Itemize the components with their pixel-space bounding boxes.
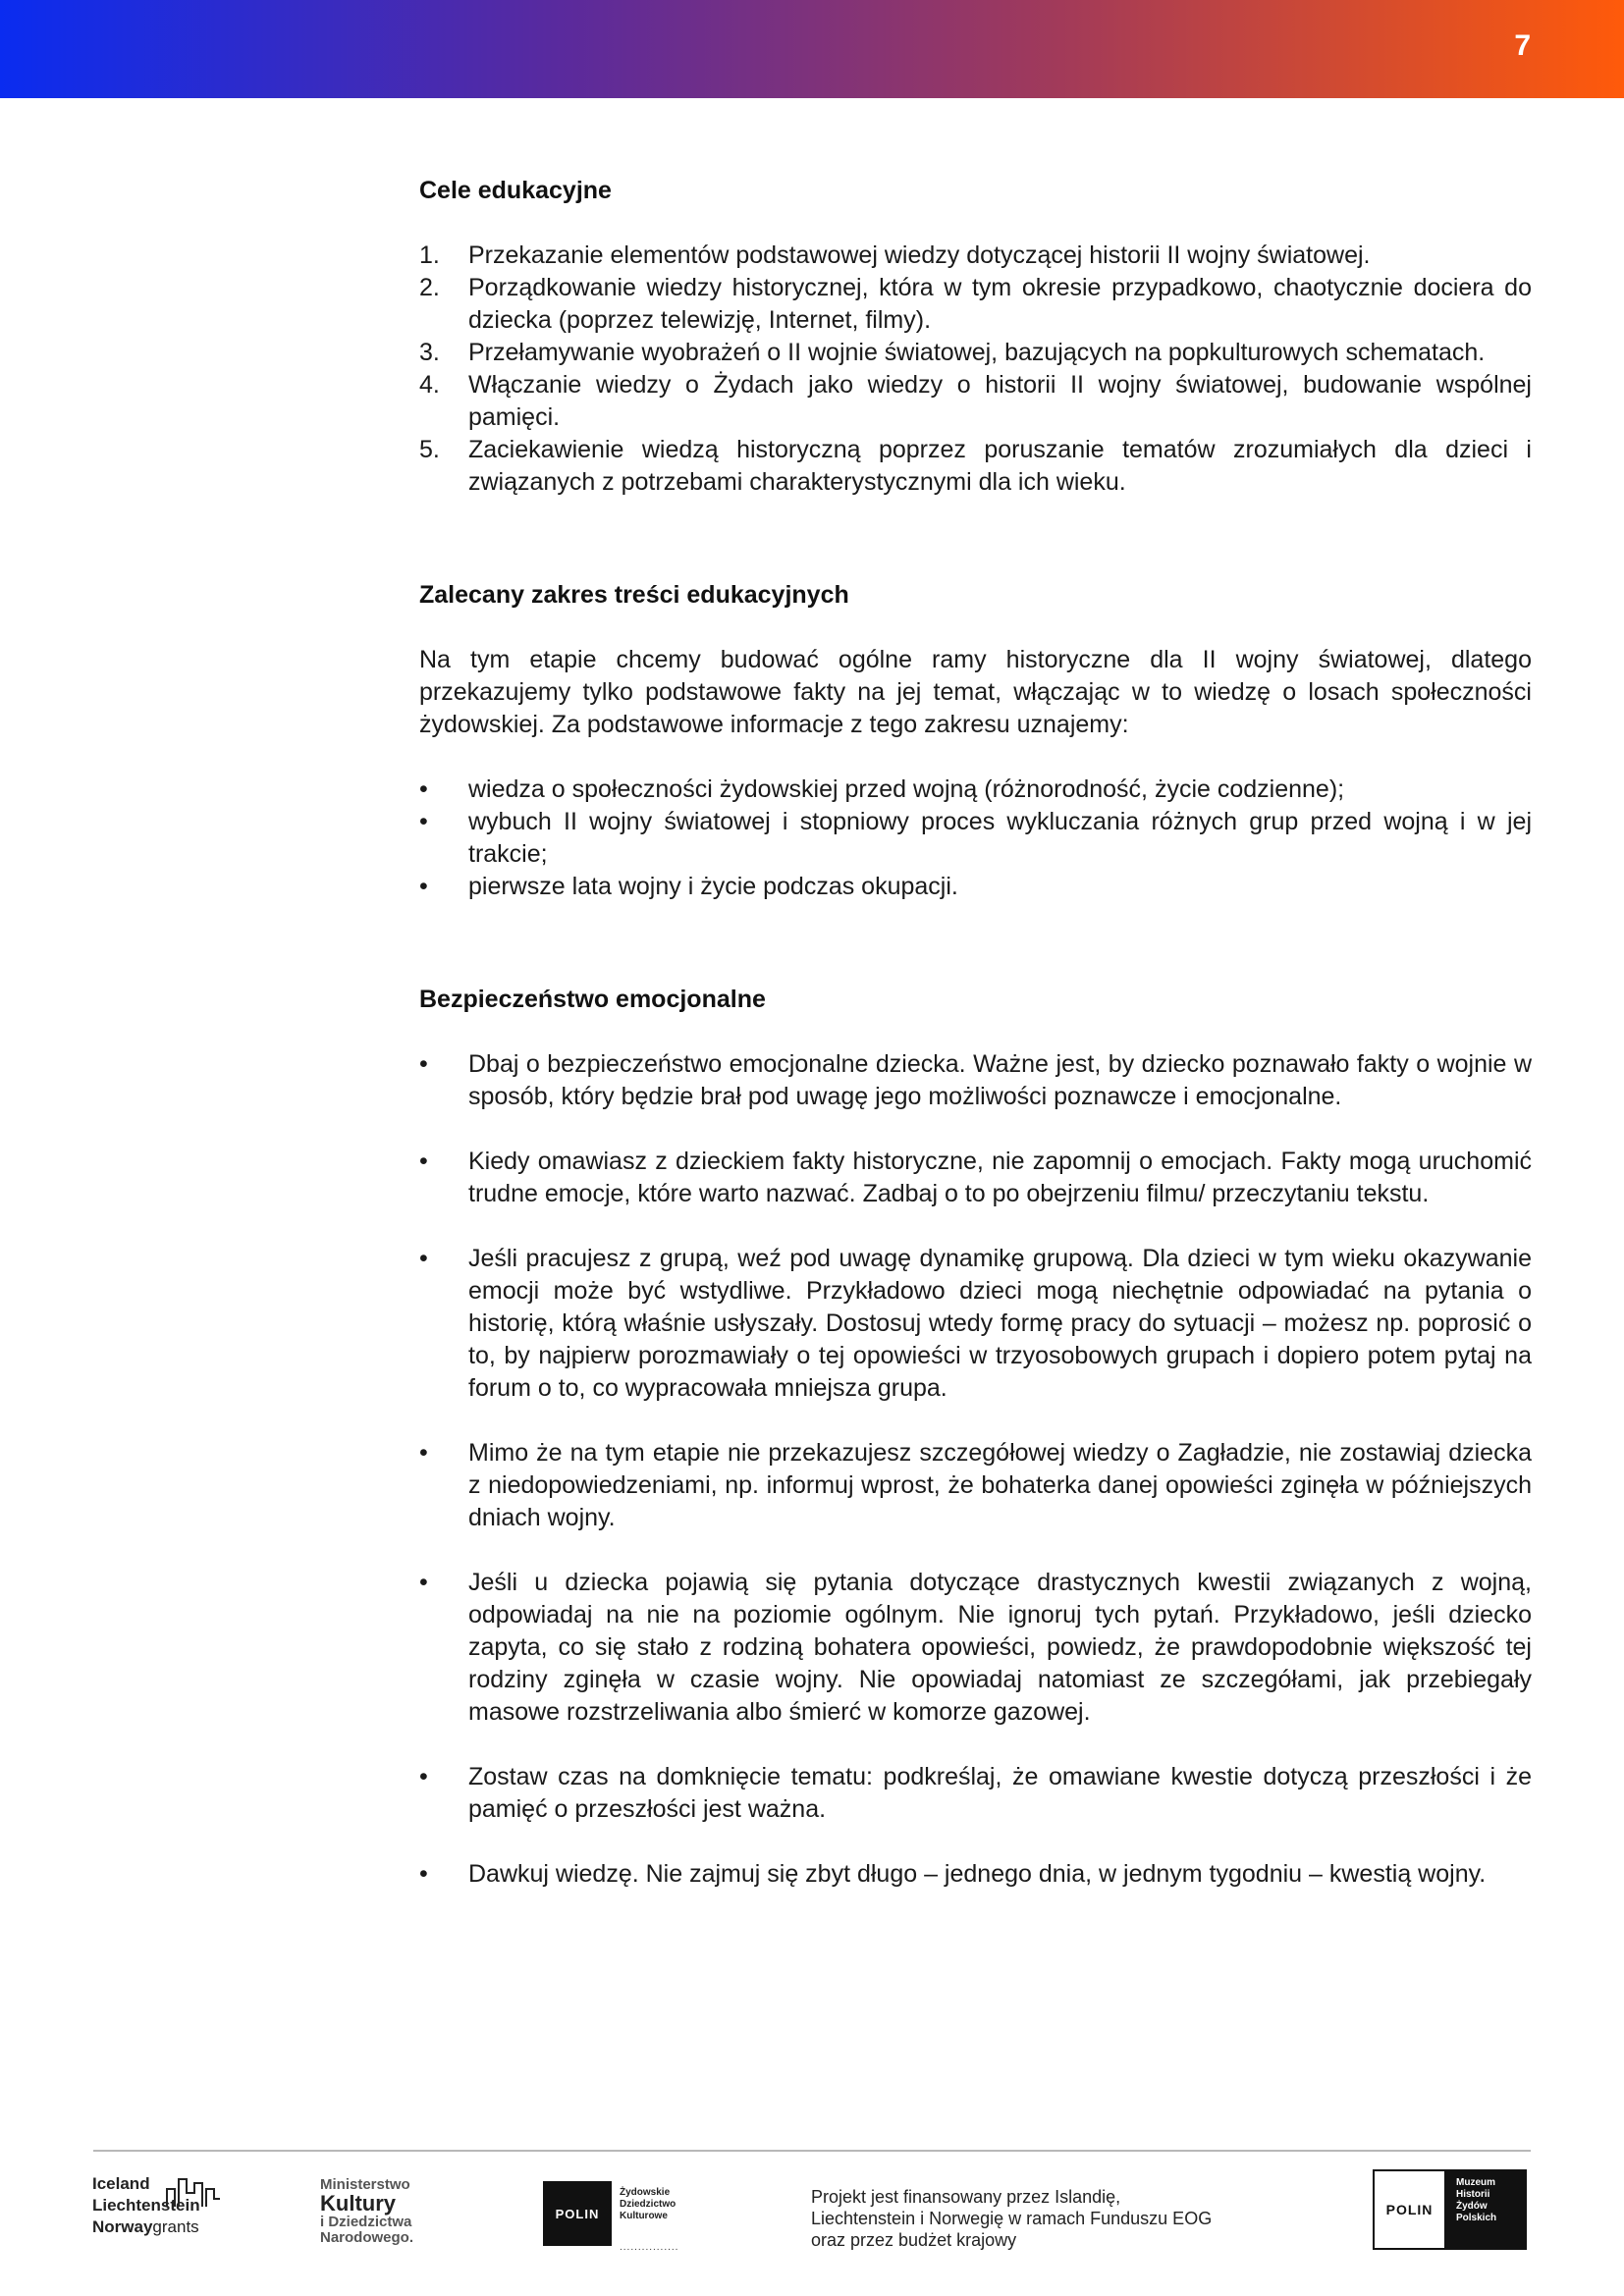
polin-museum-logo: POLIN Muzeum Historii Żydów Polskich <box>1373 2169 1530 2250</box>
list-number: 4. <box>419 371 440 399</box>
bullet-icon: • <box>419 1763 428 1790</box>
list-text: Przełamywanie wyobrażeń o II wojnie światowej, bazujących na popkulturowych schematach. <box>468 339 1486 366</box>
section-heading-goals: Cele edukacyjne <box>419 177 612 204</box>
footer: Iceland Liechtenstein Norwaygrants Ministerstwo Kultury i Dziedzictwa Narodowego. POLIN Żydowskie Dziedzictwo Kulturowe ................ Projekt jest finansowany przez Islandię, Liechtenstein i Norwegię w ramach Funduszu EOG oraz przez budżet krajowy POLIN Muzeum Historii Żydów Polskich <box>0 2160 1624 2296</box>
ministry-culture-logo: Ministerstwo Kultury i Dziedzictwa Narodowego. <box>320 2176 414 2246</box>
list-text: Kiedy omawiasz z dzieckiem fakty historyczne, nie zapomnij o emocjach. Fakty mogą uruchomić trudne emocje, które warto nazwać. Zadbaj o to po obejrzeniu filmu/ przeczytaniu tekstu. <box>468 1148 1532 1207</box>
list-item <box>419 1146 1532 1210</box>
logo-text-liechtenstein: Liechtenstein <box>92 2196 200 2215</box>
list-number: 5. <box>419 436 440 463</box>
list-text: wybuch II wojny światowej i stopniowy proces wykluczania różnych grup przed wojną i w jej trakcie; <box>468 808 1532 868</box>
polin-mark-icon: POLIN <box>543 2181 612 2246</box>
bullet-icon: • <box>419 1050 428 1078</box>
list-item <box>419 1243 1532 1405</box>
funding-statement: Projekt jest finansowany przez Islandię, Liechtenstein i Norwegię w ramach Funduszu EOG oraz przez budżet krajowy <box>811 2187 1213 2250</box>
bullet-icon: • <box>419 1439 428 1467</box>
list-text: wiedza o społeczności żydowskiej przed wojną (różnorodność, życie codzienne); <box>468 775 1345 803</box>
logo-text-iceland: Iceland <box>92 2174 150 2193</box>
list-text: Porządkowanie wiedzy historycznej, która w tym okresie przypadkowo, chaotycznie dociera do dziecka (poprzez telewizję, Internet, filmy). <box>468 274 1532 334</box>
list-text: Dbaj o bezpieczeństwo emocjonalne dziecka. Ważne jest, by dziecko poznawało fakty o wojnie w sposób, który będzie brał pod uwagę jego możliwości poznawcze i emocjonalne. <box>468 1050 1532 1110</box>
list-number: 1. <box>419 241 440 269</box>
bullet-icon: • <box>419 873 428 900</box>
list-item <box>419 871 1532 903</box>
bullet-icon: • <box>419 1148 428 1175</box>
scope-bullet-list <box>419 774 1532 903</box>
list-item <box>419 1437 1532 1534</box>
list-item <box>419 434 1532 499</box>
bullet-icon: • <box>419 1569 428 1596</box>
list-text: Jeśli u dziecka pojawią się pytania dotyczące drastycznych kwestii związanych z wojną, odpowiadaj na nie na poziomie ogólnym. Nie ignoruj tych pytań. Przykładowo, jeśli dziecko zapyta, co się stało z rodziną bohatera opowieści, powiedz, że prawdopodobnie większość tej rodziny zginęła w czasie wojny. Nie opowiadaj natomiast ze szczegółami, jak przebiegały masowe rozstrzeliwania albo śmierć w komorze gazowej. <box>468 1569 1532 1726</box>
bullet-icon: • <box>419 1860 428 1888</box>
eea-grants-icon <box>165 2175 222 2209</box>
eea-norway-grants-logo <box>92 2173 249 2252</box>
bullet-icon: • <box>419 775 428 803</box>
scope-paragraph: Na tym etapie chcemy budować ogólne ramy historyczne dla II wojny światowej, dlatego przekazujemy tylko podstawowe fakty na jej temat, włączając w to wiedzę o losach społeczności żydowskiej. Za podstawowe informacje z tego zakresu uznajemy: <box>419 646 1532 738</box>
list-item <box>419 806 1532 871</box>
safety-bullet-list <box>419 1048 1532 1891</box>
list-number: 3. <box>419 339 440 366</box>
bullet-icon: • <box>419 808 428 835</box>
list-item <box>419 337 1532 369</box>
section-heading-safety: Bezpieczeństwo emocjonalne <box>419 986 766 1013</box>
bullet-icon: • <box>419 1245 428 1272</box>
list-item <box>419 369 1532 434</box>
list-text: Zaciekawienie wiedzą historyczną poprzez poruszanie tematów zrozumiałych dla dzieci i związanych z potrzebami charakterystycznymi dla ich wieku. <box>468 436 1532 496</box>
page-number: 7 <box>1514 29 1531 62</box>
list-text: Mimo że na tym etapie nie przekazujesz szczegółowej wiedzy o Zagładzie, nie zostawiaj dziecka z niedopowiedzeniami, np. informuj wprost, że bohaterka danej opowieści zginęła w późniejszych dniach wojny. <box>468 1439 1532 1531</box>
list-text: Przekazanie elementów podstawowej wiedzy dotyczącej historii II wojny światowej. <box>468 241 1371 269</box>
list-item <box>419 240 1532 272</box>
goals-list <box>419 240 1532 499</box>
list-number: 2. <box>419 274 440 301</box>
polin-museum-mark-icon: POLIN <box>1373 2169 1446 2250</box>
footer-divider <box>93 2150 1531 2152</box>
list-text: pierwsze lata wojny i życie podczas okupacji. <box>468 873 958 900</box>
list-text: Dawkuj wiedzę. Nie zajmuj się zbyt długo – jednego dnia, w jednym tygodniu – kwestią wojny. <box>468 1860 1487 1888</box>
header-gradient-bar <box>0 0 1624 98</box>
list-text: Włączanie wiedzy o Żydach jako wiedzy o historii II wojny światowej, budowanie wspólnej pamięci. <box>468 371 1532 431</box>
logo-text-norway-grants: Norwaygrants <box>92 2217 199 2236</box>
list-item <box>419 1048 1532 1113</box>
list-item <box>419 1761 1532 1826</box>
list-item <box>419 1858 1532 1891</box>
list-item <box>419 1567 1532 1729</box>
page-content <box>419 175 1532 1891</box>
list-item <box>419 272 1532 337</box>
section-heading-scope: Zalecany zakres treści edukacyjnych <box>419 581 849 609</box>
list-item <box>419 774 1532 806</box>
list-text: Jeśli pracujesz z grupą, weź pod uwagę dynamikę grupową. Dla dzieci w tym wieku okazywanie emocji może być wstydliwe. Przykładowo dzieci mogą niechętnie odpowiadać na pytania o historię, którą właśnie usłyszały. Dostosuj wtedy formę pracy do sytuacji – możesz np. poprosić o to, by najpierw porozmawiały o tej opowieści w trzyosobowych grupach i dopiero potem pytaj na forum o to, co wypracowała mniejsza grupa. <box>468 1245 1532 1402</box>
list-text: Zostaw czas na domknięcie tematu: podkreślaj, że omawiane kwestie dotyczą przeszłości i że pamięć o przeszłości jest ważna. <box>468 1763 1532 1823</box>
